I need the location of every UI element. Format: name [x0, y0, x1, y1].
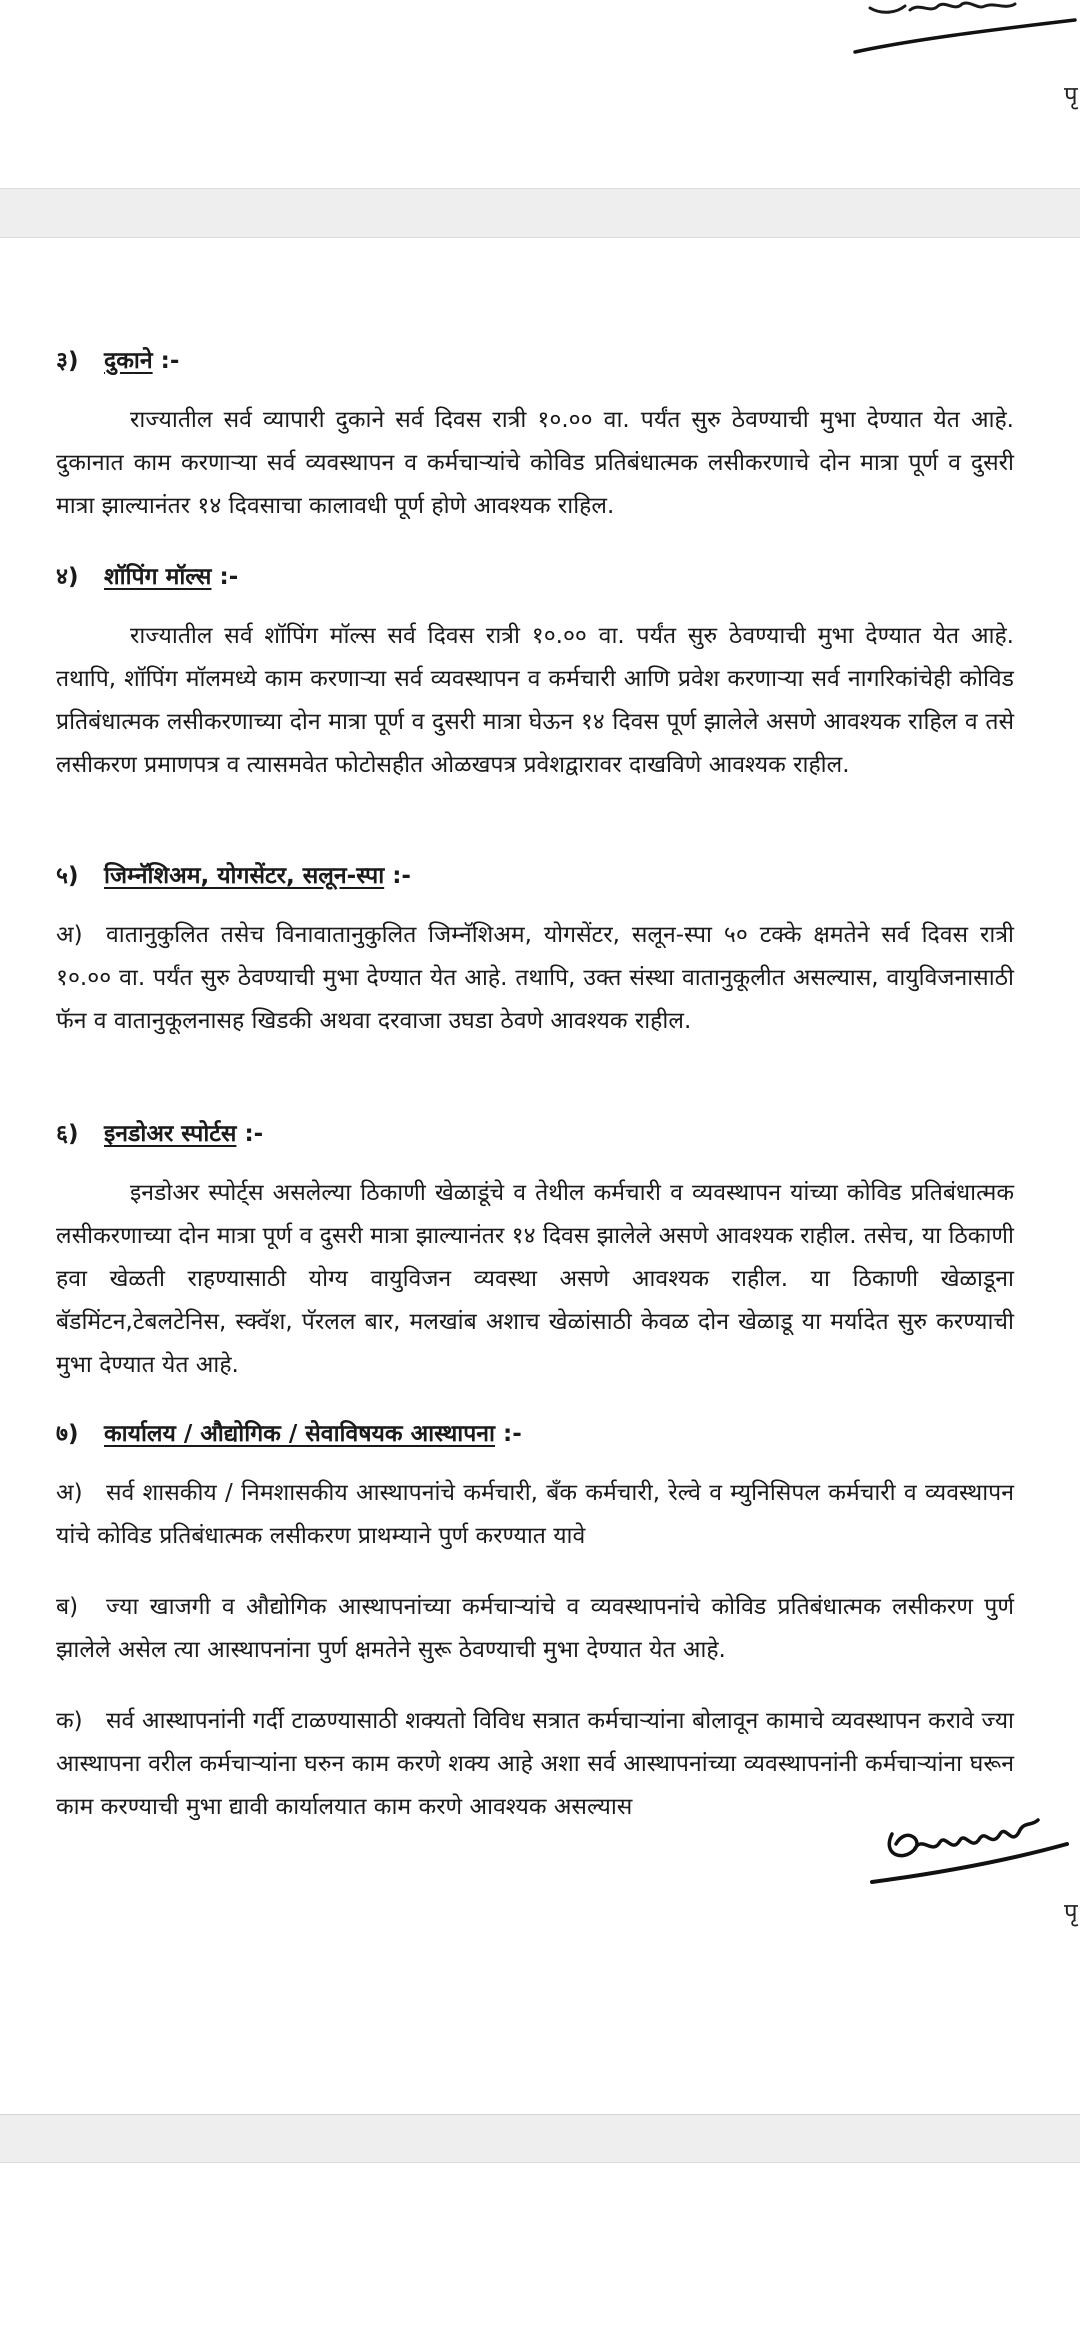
section-title: इनडोअर स्पोर्टस	[104, 1121, 237, 1147]
section-number: ४)	[56, 564, 79, 590]
item-label: ब)	[56, 1594, 79, 1620]
page-number-marker: पृ	[1064, 81, 1078, 109]
item-label: अ)	[56, 1480, 83, 1506]
section-title: दुकाने	[104, 348, 153, 374]
section-number: ३)	[56, 348, 79, 374]
list-item	[56, 914, 1014, 1043]
previous-page	[0, 0, 1080, 189]
item-label: अ)	[56, 922, 83, 948]
section-title: कार्यालय / औद्योगिक / सेवाविषयक आस्थापना	[104, 1421, 496, 1447]
signature-image	[850, 0, 1080, 62]
list-item	[56, 1586, 1014, 1672]
section-paragraph: राज्यातील सर्व व्यापारी दुकाने सर्व दिवस रात्री १०.०० वा. पर्यंत सुरु ठेवण्याची मुभा देण्यात येत आहे. दुकानात काम करणाऱ्या सर्व व्यवस्थापन व कर्मचाऱ्यांचे कोविड प्रतिबंधात्मक लसीकरणाचे दोन मात्रा पूर्ण व दुसरी मात्रा झाल्यानंतर १४ दिवसाचा कालावधी पूर्ण होणे आवश्यक राहिल.	[56, 407, 1014, 519]
section-paragraph: इनडोअर स्पोर्ट्स असलेल्या ठिकाणी खेळाडूंचे व तेथील कर्मचारी व व्यवस्थापन यांच्या कोविड प्रतिबंधात्मक लसीकरणाच्या दोन मात्रा पूर्ण व दुसरी मात्रा झाल्यानंतर १४ दिवस झालेले असणे आवश्यक राहील. तसेच, या ठिकाणी हवा खेळती राहण्यासाठी योग्य वायुविजन व्यवस्था असणे आवश्यक राहील. या ठिकाणी खेळाडूना बॅडमिंटन,टेबलटेनिस, स्क्वॅश, पॅरलल बार, मलखांब अशाच खेळांसाठी केवळ दोन खेळाडू या मर्यादेत सुरु करण्याची मुभा देण्यात येत आहे.	[56, 1180, 1014, 1378]
item-text: सर्व आस्थापनांनी गर्दी टाळण्यासाठी शक्यतो विविध सत्रात कर्मचाऱ्यांना बोलावून कामाचे व्यवस्थापन करावे ज्या आस्थापना वरील कर्मचाऱ्यांना घरुन काम करणे शक्य आहे अशा सर्व आस्थापनांच्या व्यवस्थापनांनी कर्मचाऱ्यांना घरून काम करण्याची मुभा द्यावी कार्यालयात काम करणे आवश्यक असल्यास	[56, 1708, 1014, 1820]
item-text: सर्व शासकीय / निमशासकीय आस्थापनांचे कर्मचारी, बँक कर्मचारी, रेल्वे व म्युनिसिपल कर्मचारी व व्यवस्थापन यांचे कोविड प्रतिबंधात्मक लसीकरण प्राथम्याने पुर्ण करण्यात यावे	[56, 1480, 1014, 1549]
section-title: जिम्नॅशिअम, योगसेंटर, सलून-स्पा	[104, 863, 385, 889]
section-heading-5: ५) जिम्नॅशिअम, योगसेंटर, सलून-स्पा :-	[56, 860, 411, 892]
section-heading-4: ४) शॉपिंग मॉल्स :-	[56, 561, 238, 593]
signature-image	[862, 1804, 1080, 1894]
section-number: ५)	[56, 863, 79, 889]
section-number: ६)	[56, 1121, 79, 1147]
list-item	[56, 1472, 1014, 1558]
item-label: क)	[56, 1708, 83, 1734]
section-number: ७)	[56, 1421, 79, 1447]
section-heading-6: ६) इनडोअर स्पोर्टस :-	[56, 1118, 263, 1150]
section-title: शॉपिंग मॉल्स	[104, 564, 212, 590]
document-page	[0, 237, 1080, 2115]
section-heading-3: ३) दुकाने :-	[56, 345, 179, 377]
section-heading-7: ७) कार्यालय / औद्योगिक / सेवाविषयक आस्थापना :-	[56, 1418, 522, 1450]
section-paragraph: राज्यातील सर्व शॉपिंग मॉल्स सर्व दिवस रात्री १०.०० वा. पर्यंत सुरु ठेवण्याची मुभा देण्यात येत आहे. तथापि, शॉपिंग मॉलमध्ये काम करणाऱ्या सर्व व्यवस्थापन व कर्मचारी आणि प्रवेश करणाऱ्या सर्व नागरिकांचेही कोविड प्रतिबंधात्मक लसीकरणाच्या दोन मात्रा पूर्ण व दुसरी मात्रा घेऊन १४ दिवस पूर्ण झालेले असणे आवश्यक राहिल व तसे लसीकरण प्रमाणपत्र व त्यासमवेत फोटोसहीत ओळखपत्र प्रवेशद्वारावर दाखविणे आवश्यक राहील.	[56, 623, 1014, 778]
item-text: वातानुकुलित तसेच विनावातानुकुलित जिम्नॅशिअम, योगसेंटर, सलून-स्पा ५० टक्के क्षमतेने सर्व दिवस रात्री १०.०० वा. पर्यंत सुरु ठेवण्याची मुभा देण्यात येत आहे. तथापि, उक्त संस्था वातानुकूलीत असल्यास, वायुविजनासाठी फॅन व वातानुकूलनासह खिडकी अथवा दरवाजा उघडा ठेवणे आवश्यक राहील.	[56, 922, 1014, 1034]
next-page	[0, 2162, 1080, 2340]
page-number-marker: पृ	[1064, 1898, 1078, 1926]
item-text: ज्या खाजगी व औद्योगिक आस्थापनांच्या कर्मचाऱ्यांचे व व्यवस्थापनांचे कोविड प्रतिबंधात्मक लसीकरण पुर्ण झालेले असेल त्या आस्थापनांना पुर्ण क्षमतेने सुरू ठेवण्याची मुभा देण्यात येत आहे.	[56, 1594, 1014, 1663]
